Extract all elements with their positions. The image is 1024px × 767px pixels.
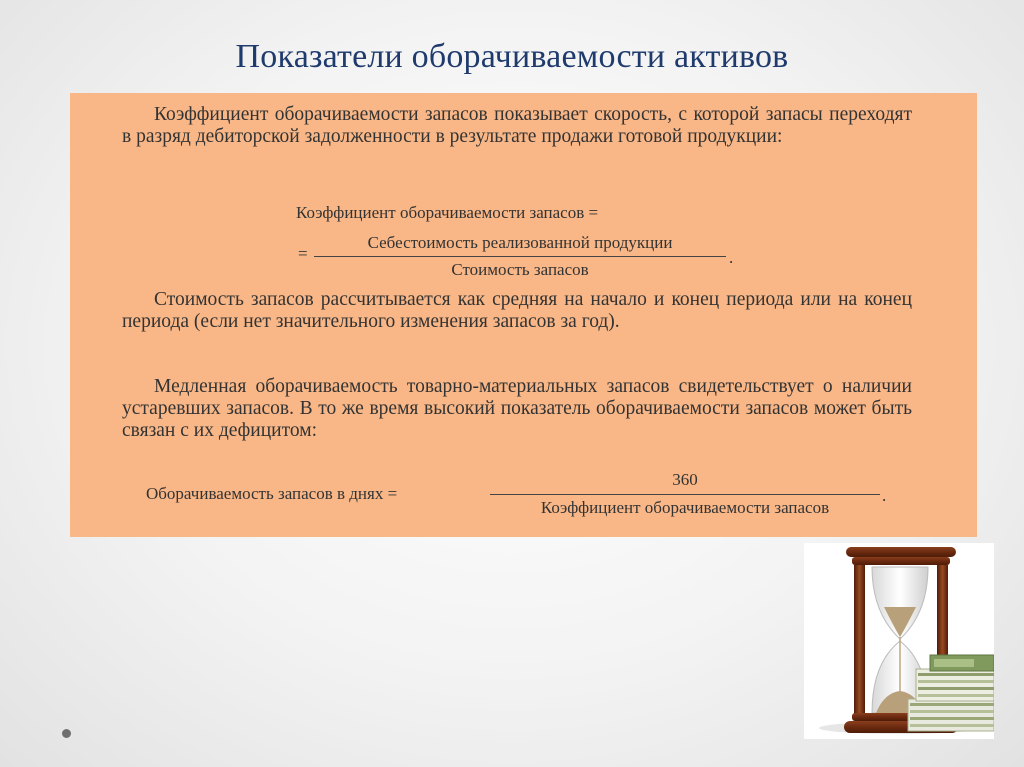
- paragraph-inventory-cost: Стоимость запасов рассчитывается как средняя на начало и конец периода или на конец периода (если нет значительного изменения запасов за год).: [122, 289, 912, 332]
- paragraph-inventory-turnover-definition: Коэффициент оборачиваемости запасов показывает скорость, с которой запасы переходят в разряд дебиторской задолженности в результате продажи готовой продукции:: [122, 104, 912, 147]
- formula1-numerator: Себестоимость реализованной продукции: [367, 233, 673, 252]
- paragraph-slow-turnover: Медленная оборачиваемость товарно-материальных запасов свидетельствует о наличии устаревших запасов. В то же время высокий показатель оборачиваемости запасов может быть связан с их дефицитом:: [122, 376, 912, 441]
- formula1-end-mark: .: [729, 248, 734, 267]
- formula1-label: Коэффициент оборачиваемости запасов =: [296, 203, 599, 222]
- formula2-fraction-bar: [490, 494, 880, 495]
- slide-bullet-marker: [62, 729, 71, 738]
- formula1-equals-sign: =: [298, 244, 308, 263]
- formula2-label: Оборачиваемость запасов в днях =: [146, 484, 398, 503]
- hourglass-with-money-icon: [804, 543, 994, 739]
- formula1-denominator: Стоимость запасов: [451, 260, 589, 279]
- formula2-denominator: Коэффициент оборачиваемости запасов: [540, 498, 830, 517]
- formula2-end-mark: .: [882, 486, 887, 505]
- hourglass-money-illustration: [804, 543, 994, 739]
- slide-title: Показатели оборачиваемости активов: [235, 38, 789, 75]
- formula1-fraction-bar: [314, 256, 726, 257]
- formula2-numerator: 360: [672, 470, 698, 489]
